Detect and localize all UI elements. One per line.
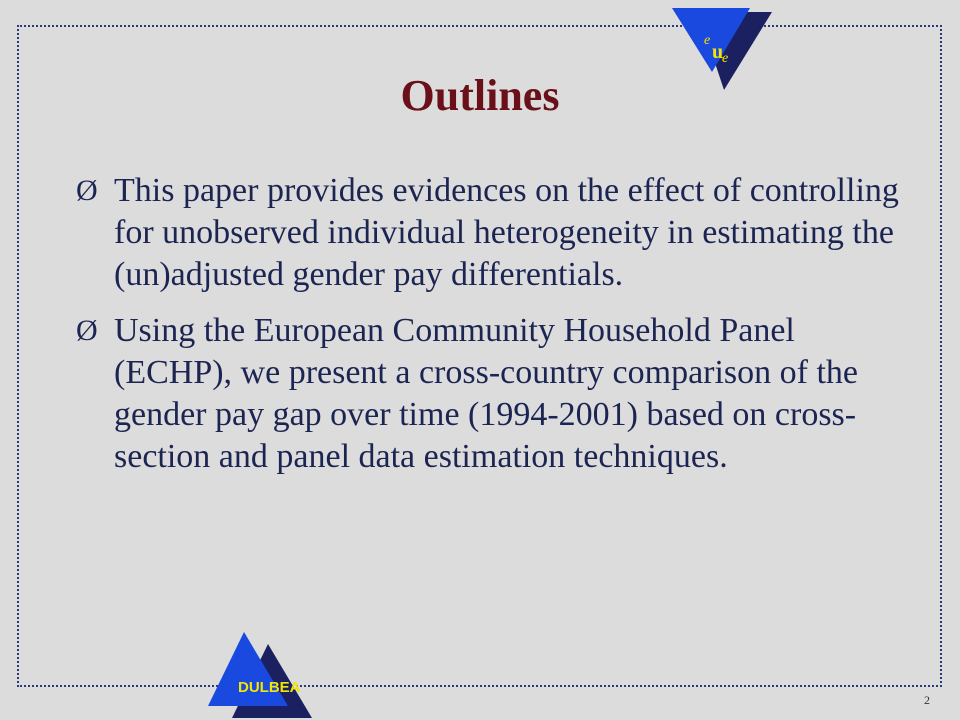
footer-label: DULBEA (238, 679, 301, 696)
logo-letter-3: e (722, 51, 729, 66)
bullet-item (76, 170, 906, 296)
logo-letter-1: e (704, 33, 711, 48)
slide-title: Outlines (400, 71, 560, 120)
bullet-text: Using the European Community Household Panel (ECHP), we present a cross-country comparison of the gender pay gap over time (1994-2001) based on cross-section and panel data estimation techniques. (114, 312, 859, 475)
bullet-item (76, 310, 906, 478)
logo-letter-2: u (712, 41, 724, 63)
bullet-text: This paper provides evidences on the effect of controlling for unobserved individual heterogeneity in estimating the (un)adjusted gender pay differentials. (114, 172, 899, 293)
bullet-list (76, 170, 906, 492)
dulbea-logo (208, 632, 320, 718)
arrow-bullet-icon: Ø (76, 174, 98, 207)
arrow-bullet-icon: Ø (76, 314, 98, 347)
page-number: 2 (924, 693, 930, 707)
